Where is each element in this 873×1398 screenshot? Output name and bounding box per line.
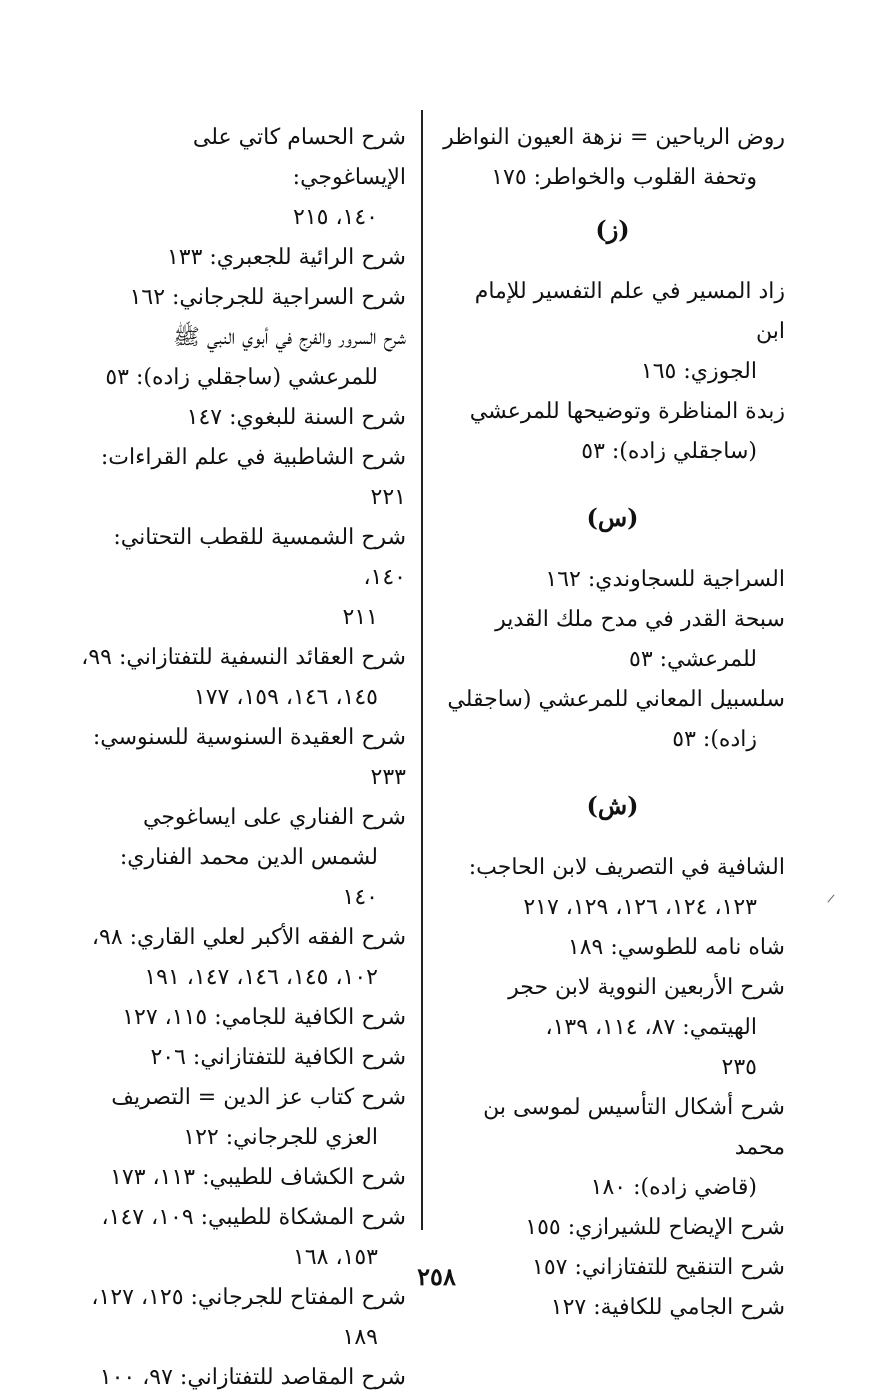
entry-text: شرح السراجية للجرجاني: ١٦٢ bbox=[129, 285, 406, 310]
entry-text: شرح التنقيح للتفتازاني: ١٥٧ bbox=[532, 1255, 785, 1280]
index-entry bbox=[440, 560, 785, 600]
entry-text: شرح العقيدة السنوسية للسنوسي: ٢٣٣ bbox=[92, 725, 406, 790]
index-entry bbox=[440, 272, 785, 392]
section-heading: (س) bbox=[586, 503, 639, 532]
entry-text: روض الرياحين = نزهة العيون النواظر bbox=[443, 125, 785, 150]
index-entry bbox=[440, 968, 785, 1088]
index-entry bbox=[440, 1088, 785, 1208]
index-entry bbox=[440, 600, 785, 680]
index-entry bbox=[78, 798, 406, 918]
section-heading: (ش) bbox=[586, 791, 639, 820]
index-entry bbox=[440, 118, 785, 198]
entry-continuation: ١٢٣، ١٢٤، ١٢٦، ١٢٩، ٢١٧ bbox=[523, 895, 757, 920]
entry-continuation: ١٠٢، ١٤٥، ١٤٦، ١٤٧، ١٩١ bbox=[144, 965, 378, 990]
margin-mark bbox=[827, 894, 834, 902]
entry-continuation: ٢٣٥ bbox=[721, 1055, 757, 1080]
entry-text: شرح الشاطبية في علم القراءات: ٢٢١ bbox=[100, 445, 406, 510]
index-entry bbox=[78, 918, 406, 998]
entry-continuation: (ساجقلي زاده): ٥٣ bbox=[581, 439, 757, 464]
index-entry bbox=[440, 680, 785, 760]
entry-text: شرح الفقه الأكبر لعلي القاري: ٩٨، bbox=[91, 925, 406, 950]
index-entry bbox=[78, 638, 406, 718]
entry-continuation: الجوزي: ١٦٥ bbox=[640, 359, 757, 384]
index-entry bbox=[78, 1358, 406, 1398]
entry-text: شرح الكافية للجامي: ١١٥، ١٢٧ bbox=[122, 1005, 406, 1030]
entry-continuation: الهيتمي: ٨٧، ١١٤، ١٣٩، bbox=[545, 1015, 757, 1040]
entry-continuation: ١٨٩ bbox=[342, 1325, 378, 1350]
entry-text: سلسبيل المعاني للمرعشي (ساجقلي bbox=[447, 687, 785, 712]
index-entry bbox=[78, 238, 406, 278]
index-entry bbox=[78, 518, 406, 638]
section-heading: (ز) bbox=[595, 215, 630, 244]
entry-continuation: ١٤٠، ٢١٥ bbox=[293, 205, 378, 230]
entry-continuation: ٢١١ bbox=[342, 605, 378, 630]
entry-continuation: وتحفة القلوب والخواطر: ١٧٥ bbox=[491, 165, 757, 190]
entry-text: شرح العقائد النسفية للتفتازاني: ٩٩، bbox=[81, 645, 406, 670]
entry-text: السراجية للسجاوندي: ١٦٢ bbox=[545, 567, 785, 592]
page-number: ٢٥٨ bbox=[417, 1262, 456, 1291]
index-entry bbox=[78, 998, 406, 1038]
entry-text: شرح الكشاف للطيبي: ١١٣، ١٧٣ bbox=[110, 1165, 406, 1190]
index-entry bbox=[78, 278, 406, 318]
entry-continuation: (قاضي زاده): ١٨٠ bbox=[590, 1175, 757, 1200]
entry-text: شرح المشكاة للطيبي: ١٠٩، ١٤٧، bbox=[101, 1205, 406, 1230]
entry-text: شرح الفناري على ايساغوجي bbox=[142, 805, 406, 830]
index-entry bbox=[78, 438, 406, 518]
entry-text: شرح الحسام كاتي على الإيساغوجي: bbox=[192, 125, 406, 190]
entry-text: شرح الشمسية للقطب التحتاني: ١٤٠، bbox=[113, 525, 406, 590]
index-entry bbox=[440, 392, 785, 472]
entry-continuation: العزي للجرجاني: ١٢٢ bbox=[183, 1125, 378, 1150]
entry-text: شرح الأربعين النووية لابن حجر bbox=[508, 975, 785, 1000]
entry-continuation: لشمس الدين محمد الفناري: ١٤٠ bbox=[119, 845, 378, 910]
entry-text: زاد المسير في علم التفسير للإمام ابن bbox=[474, 279, 785, 344]
index-entry bbox=[78, 1038, 406, 1078]
entry-text: شرح الجامي للكافية: ١٢٧ bbox=[550, 1295, 785, 1320]
entry-continuation: زاده): ٥٣ bbox=[672, 727, 757, 752]
entry-text: شاه نامه للطوسي: ١٨٩ bbox=[567, 935, 785, 960]
index-entry bbox=[78, 398, 406, 438]
index-column-right bbox=[440, 118, 785, 1328]
entry-text: شرح المقاصد للتفتازاني: ٩٧، ١٠٠ bbox=[99, 1365, 406, 1390]
entry-continuation: للمرعشي (ساجقلي زاده): ٥٣ bbox=[105, 365, 378, 390]
index-entry bbox=[78, 318, 406, 398]
entry-continuation: ١٥٣، ١٦٨ bbox=[293, 1245, 378, 1270]
index-entry bbox=[440, 848, 785, 928]
entry-text: شرح المفتاح للجرجاني: ١٢٥، ١٢٧، bbox=[91, 1285, 406, 1310]
entry-text: شرح السنة للبغوي: ١٤٧ bbox=[186, 405, 406, 430]
entry-text: شرح الكافية للتفتازاني: ٢٠٦ bbox=[150, 1045, 406, 1070]
entry-text: شرح الرائية للجعبري: ١٣٣ bbox=[166, 245, 406, 270]
index-entry bbox=[78, 118, 406, 238]
index-entry bbox=[440, 1288, 785, 1328]
index-entry bbox=[78, 718, 406, 798]
entry-text: شرح السرور والفرج في أبوي النبي ﷺ bbox=[173, 325, 406, 350]
entry-text: زبدة المناظرة وتوضيحها للمرعشي bbox=[469, 399, 785, 424]
entry-continuation: ١٤٥، ١٤٦، ١٥٩، ١٧٧ bbox=[193, 685, 378, 710]
entry-text: سبحة القدر في مدح ملك القدير bbox=[495, 607, 785, 632]
entry-text: شرح كتاب عز الدين = التصريف bbox=[111, 1085, 406, 1110]
index-column-left bbox=[78, 118, 406, 1398]
entry-text: الشافية في التصريف لابن الحاجب: bbox=[468, 855, 785, 880]
divider-rule bbox=[421, 110, 423, 1230]
index-entry bbox=[440, 928, 785, 968]
entry-continuation: للمرعشي: ٥٣ bbox=[629, 647, 757, 672]
index-entry bbox=[78, 1078, 406, 1158]
entry-text: شرح أشكال التأسيس لموسى بن محمد bbox=[483, 1095, 785, 1160]
index-entry bbox=[78, 1158, 406, 1198]
index-entry bbox=[440, 1208, 785, 1248]
entry-text: شرح الإيضاح للشيرازي: ١٥٥ bbox=[525, 1215, 785, 1240]
